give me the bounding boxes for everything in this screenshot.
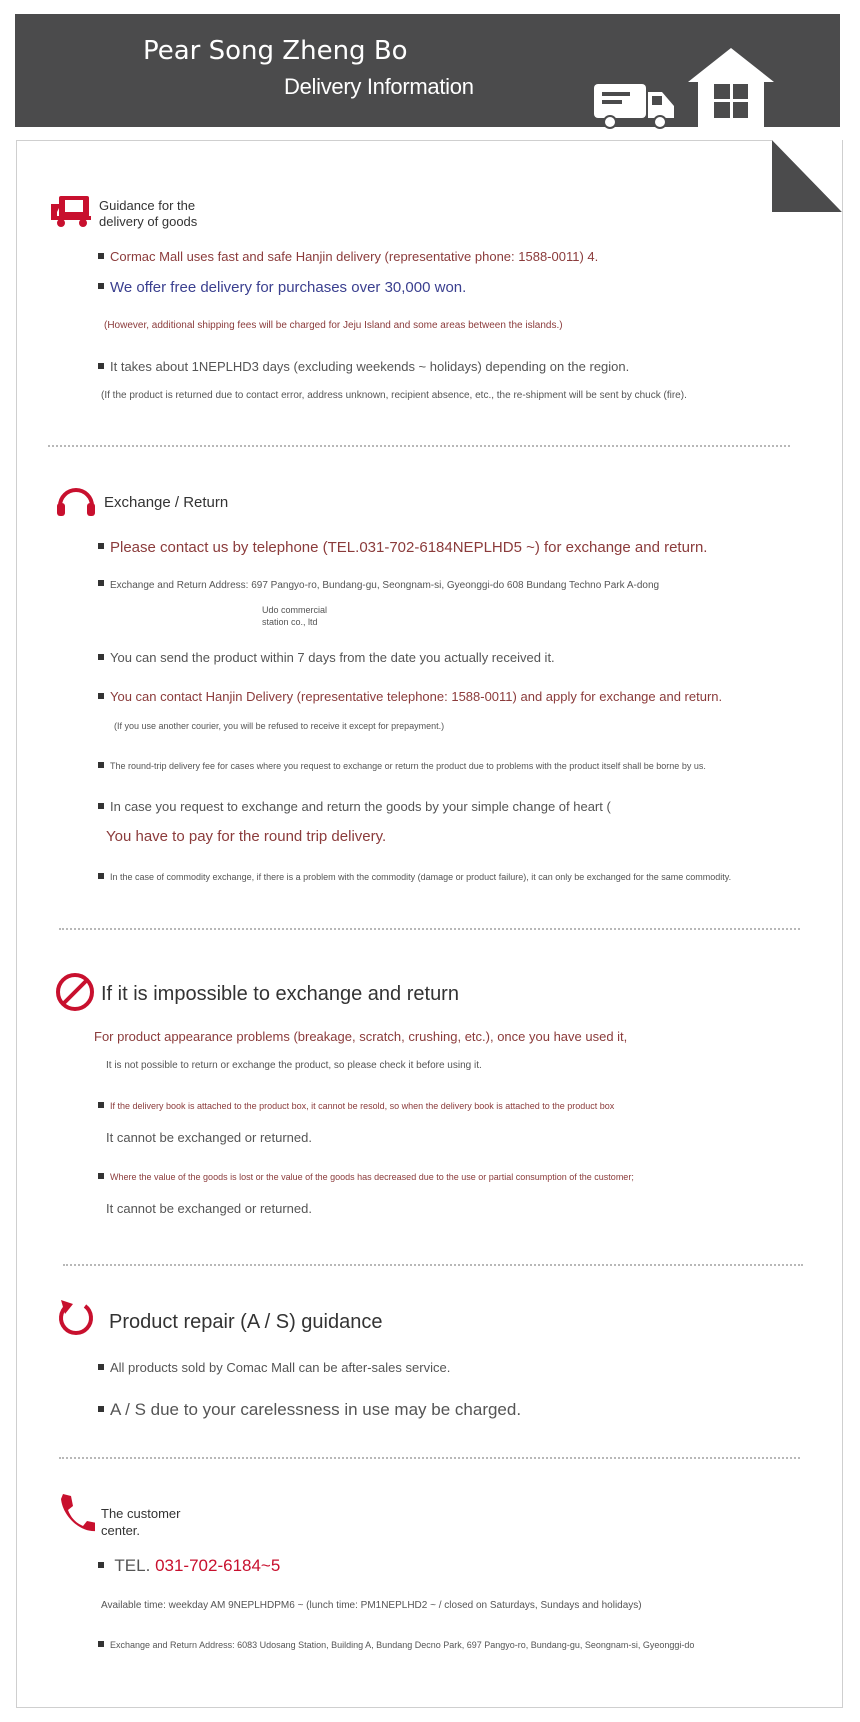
- exchange-item-6: You can contact Hanjin Delivery (representative telephone: 1588-0011) and apply for exchange and return.: [98, 689, 722, 704]
- customer-address: Exchange and Return Address: 6083 Udosang Station, Building A, Bundang Decno Park, 697 Pangyo-ro, Bundang-gu, Seongnam-si, Gyeonggi-do: [98, 1640, 694, 1650]
- exchange-item-4: station co., ltd: [262, 617, 318, 627]
- delivery-item-3: (However, additional shipping fees will be charged for Jeju Island and some areas between the islands.): [104, 320, 563, 331]
- repair-item-1: All products sold by Comac Mall can be after-sales service.: [98, 1360, 450, 1375]
- exchange-item-11: In the case of commodity exchange, if there is a problem with the commodity (damage or product failure), it can only be exchanged for the same commodity.: [98, 872, 731, 882]
- red-truck-icon: [49, 194, 93, 233]
- customer-tel: [98, 1556, 280, 1576]
- exchange-item-3: Udo commercial: [262, 605, 328, 615]
- impossible-item-1: For product appearance problems (breakage, scratch, crushing, etc.), once you have used it,: [94, 1029, 628, 1044]
- house-icon: [686, 46, 776, 133]
- exchange-item-2: Exchange and Return Address: 697 Pangyo-ro, Bundang-gu, Seongnam-si, Gyeonggi-do 608 Bundang Techno Park A-dong: [98, 580, 659, 591]
- customer-title-line2: center.: [101, 1523, 141, 1538]
- exchange-item-9: In case you request to exchange and return the goods by your simple change of heart (: [98, 799, 611, 814]
- divider-1: [48, 445, 790, 447]
- impossible-item-2: It is not possible to return or exchange the product, so please check it before using it.: [106, 1060, 482, 1071]
- customer-hours: Available time: weekday AM 9NEPLHDPM6 ~ (lunch time: PM1NEPLHD2 ~ / closed on Saturdays, Sundays and holidays): [101, 1600, 642, 1611]
- tel-number[interactable]: 031-702-6184~5: [155, 1556, 281, 1575]
- page-subtitle: Delivery Information: [284, 74, 474, 99]
- delivery-title-line1: Guidance for the: [99, 198, 196, 213]
- phone-icon: [57, 1492, 95, 1539]
- impossible-title: If it is impossible to exchange and return: [101, 983, 459, 1005]
- delivery-title-line2: delivery of goods: [99, 214, 198, 229]
- repair-title: Product repair (A / S) guidance: [109, 1311, 383, 1333]
- delivery-item-4: It takes about 1NEPLHD3 days (excluding weekends ~ holidays) depending on the region.: [98, 359, 629, 374]
- delivery-item-1: Cormac Mall uses fast and safe Hanjin delivery (representative phone: 1588-0011) 4.: [98, 249, 598, 264]
- corner-fold: [772, 140, 842, 217]
- exchange-item-10: You have to pay for the round trip delivery.: [106, 828, 387, 845]
- exchange-title: Exchange / Return: [104, 494, 229, 511]
- exchange-item-1: Please contact us by telephone (TEL.031-702-6184NEPLHD5 ~) for exchange and return.: [98, 539, 707, 556]
- exchange-item-8: The round-trip delivery fee for cases where you request to exchange or return the product due to problems with the product itself shall be borne by us.: [98, 761, 706, 771]
- exchange-item-5: You can send the product within 7 days from the date you actually received it.: [98, 650, 555, 665]
- truck-icon: [594, 84, 676, 135]
- customer-title-line1: The customer: [101, 1506, 181, 1521]
- impossible-item-4: It cannot be exchanged or returned.: [106, 1130, 312, 1145]
- delivery-item-2: We offer free delivery for purchases over 30,000 won.: [98, 279, 466, 296]
- divider-3: [63, 1264, 803, 1266]
- repair-item-2: A / S due to your carelessness in use may be charged.: [98, 1400, 521, 1420]
- headset-icon: [56, 486, 96, 523]
- divider-4: [59, 1457, 800, 1459]
- tel-label: TEL.: [114, 1556, 151, 1575]
- impossible-item-5: Where the value of the goods is lost or the value of the goods has decreased due to the use or partial consumption of the customer;: [98, 1172, 634, 1182]
- brand-name: Pear Song Zheng Bo: [143, 36, 408, 66]
- impossible-item-3: If the delivery book is attached to the product box, it cannot be resold, so when the delivery book is attached to the product box: [98, 1101, 614, 1111]
- content-card: [16, 140, 843, 1708]
- impossible-item-6: It cannot be exchanged or returned.: [106, 1201, 312, 1216]
- exchange-item-7: (If you use another courier, you will be refused to receive it except for prepayment.): [114, 721, 445, 731]
- delivery-item-5: (If the product is returned due to contact error, address unknown, recipient absence, etc., the re-shipment will be sent by chuck (fire).: [101, 390, 687, 401]
- refresh-icon: [55, 1298, 95, 1343]
- prohibited-icon: [55, 972, 95, 1017]
- divider-2: [59, 928, 800, 930]
